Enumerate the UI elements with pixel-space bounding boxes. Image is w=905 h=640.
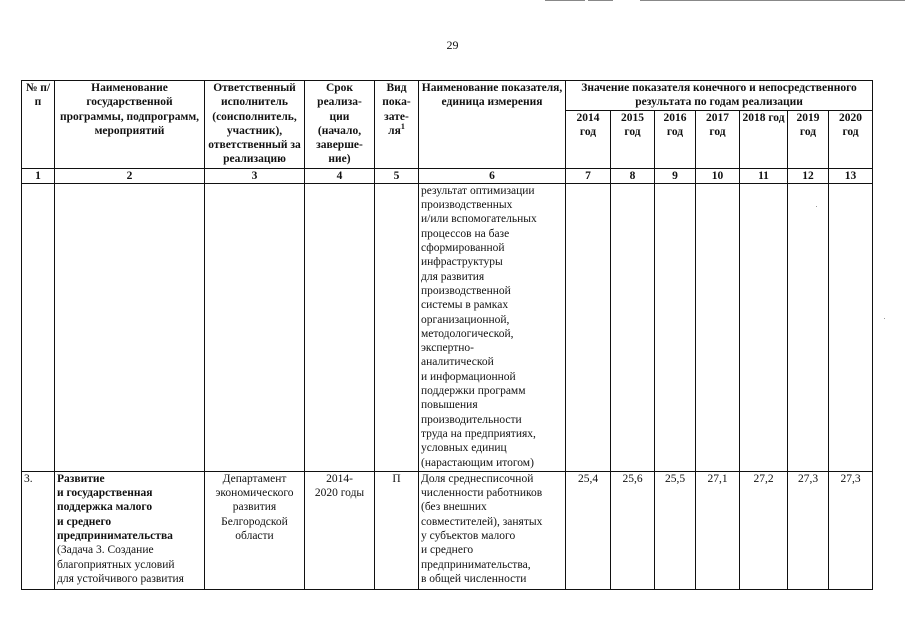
header-year: 2020 год <box>829 110 873 168</box>
header-program: Наименование государственной программы, подпрограмм, мероприятий <box>55 81 205 169</box>
column-number: 6 <box>419 168 566 183</box>
column-number: 4 <box>305 168 375 183</box>
value-cell: 25,6 <box>611 471 655 589</box>
program-name <box>55 471 205 589</box>
value-cell: 27,1 <box>696 471 740 589</box>
empty-cell <box>205 183 305 471</box>
indicator-type: П <box>375 471 419 589</box>
empty-cell <box>788 183 829 471</box>
header-num: № п/п <box>22 81 55 169</box>
value-cell: 27,3 <box>829 471 873 589</box>
header-indicator-type <box>375 81 419 169</box>
header-year: 2018 год <box>740 110 788 168</box>
empty-cell <box>22 183 55 471</box>
indicators-table <box>21 80 873 590</box>
empty-cell <box>829 183 873 471</box>
table-row <box>22 471 873 589</box>
column-number: 2 <box>55 168 205 183</box>
empty-cell <box>655 183 696 471</box>
column-number: 1 <box>22 168 55 183</box>
scan-edge-line <box>588 0 613 1</box>
program-task-note: (Задача 3. Создание благоприятных условий для устойчивого развития <box>57 544 184 585</box>
empty-cell <box>740 183 788 471</box>
empty-cell <box>611 183 655 471</box>
column-number: 8 <box>611 168 655 183</box>
indicator-description: результат оптимизации производственных и/или вспомогательных процессов на базе сформированной инфраструктуры для развития производственной системы в рамках организационной, методологической, экспертно- аналитической и информационной поддержки программ повышения производительности труда на предприятиях, условных единиц (нарастающим итогом) <box>419 183 566 471</box>
value-cell: 27,3 <box>788 471 829 589</box>
value-cell: 25,4 <box>566 471 611 589</box>
header-executor: Ответственный исполнитель (соисполнитель, участник), ответственный за реализацию <box>205 81 305 169</box>
table-row <box>22 183 873 471</box>
header-year: 2015 год <box>611 110 655 168</box>
indicator-description: Доля среднесписочной численности работников (без внешних совместителей), занятых у субъектов малого и среднего предпринимательства, в общей численности <box>419 471 566 589</box>
value-cell: 27,2 <box>740 471 788 589</box>
header-year: 2017 год <box>696 110 740 168</box>
page-number: 29 <box>446 38 459 52</box>
program-title: Развитие и государственная поддержка малого и среднего предпринимательства <box>57 472 173 543</box>
column-number-row <box>22 168 873 183</box>
column-number: 12 <box>788 168 829 183</box>
implementation-term: 2014- 2020 годы <box>305 471 375 589</box>
header-indicator-type-text: Вид пока- зате- ля <box>382 82 411 137</box>
column-number: 5 <box>375 168 419 183</box>
column-number: 7 <box>566 168 611 183</box>
scan-edge-line <box>545 0 585 1</box>
header-year: 2019 год <box>788 110 829 168</box>
column-number: 9 <box>655 168 696 183</box>
scan-dot <box>884 318 885 319</box>
column-number: 10 <box>696 168 740 183</box>
empty-cell <box>55 183 205 471</box>
column-number: 11 <box>740 168 788 183</box>
row-number: 3. <box>22 471 55 589</box>
footnote-marker: 1 <box>400 122 405 132</box>
header-indicator-name: Наименование показателя, единица измерения <box>419 81 566 169</box>
empty-cell <box>566 183 611 471</box>
empty-cell <box>375 183 419 471</box>
header-term: Срок реализа- ции (начало, заверше- ние) <box>305 81 375 169</box>
header-row <box>22 81 873 111</box>
value-cell: 25,5 <box>655 471 696 589</box>
column-number: 3 <box>205 168 305 183</box>
empty-cell <box>696 183 740 471</box>
empty-cell <box>305 183 375 471</box>
responsible-executor: Департамент экономического развития Белгородской области <box>205 471 305 589</box>
header-year: 2016 год <box>655 110 696 168</box>
header-values-group: Значение показателя конечного и непосредственного результата по годам реализации <box>566 81 873 111</box>
scan-edge-line <box>640 0 905 1</box>
header-year: 2014 год <box>566 110 611 168</box>
column-number: 13 <box>829 168 873 183</box>
